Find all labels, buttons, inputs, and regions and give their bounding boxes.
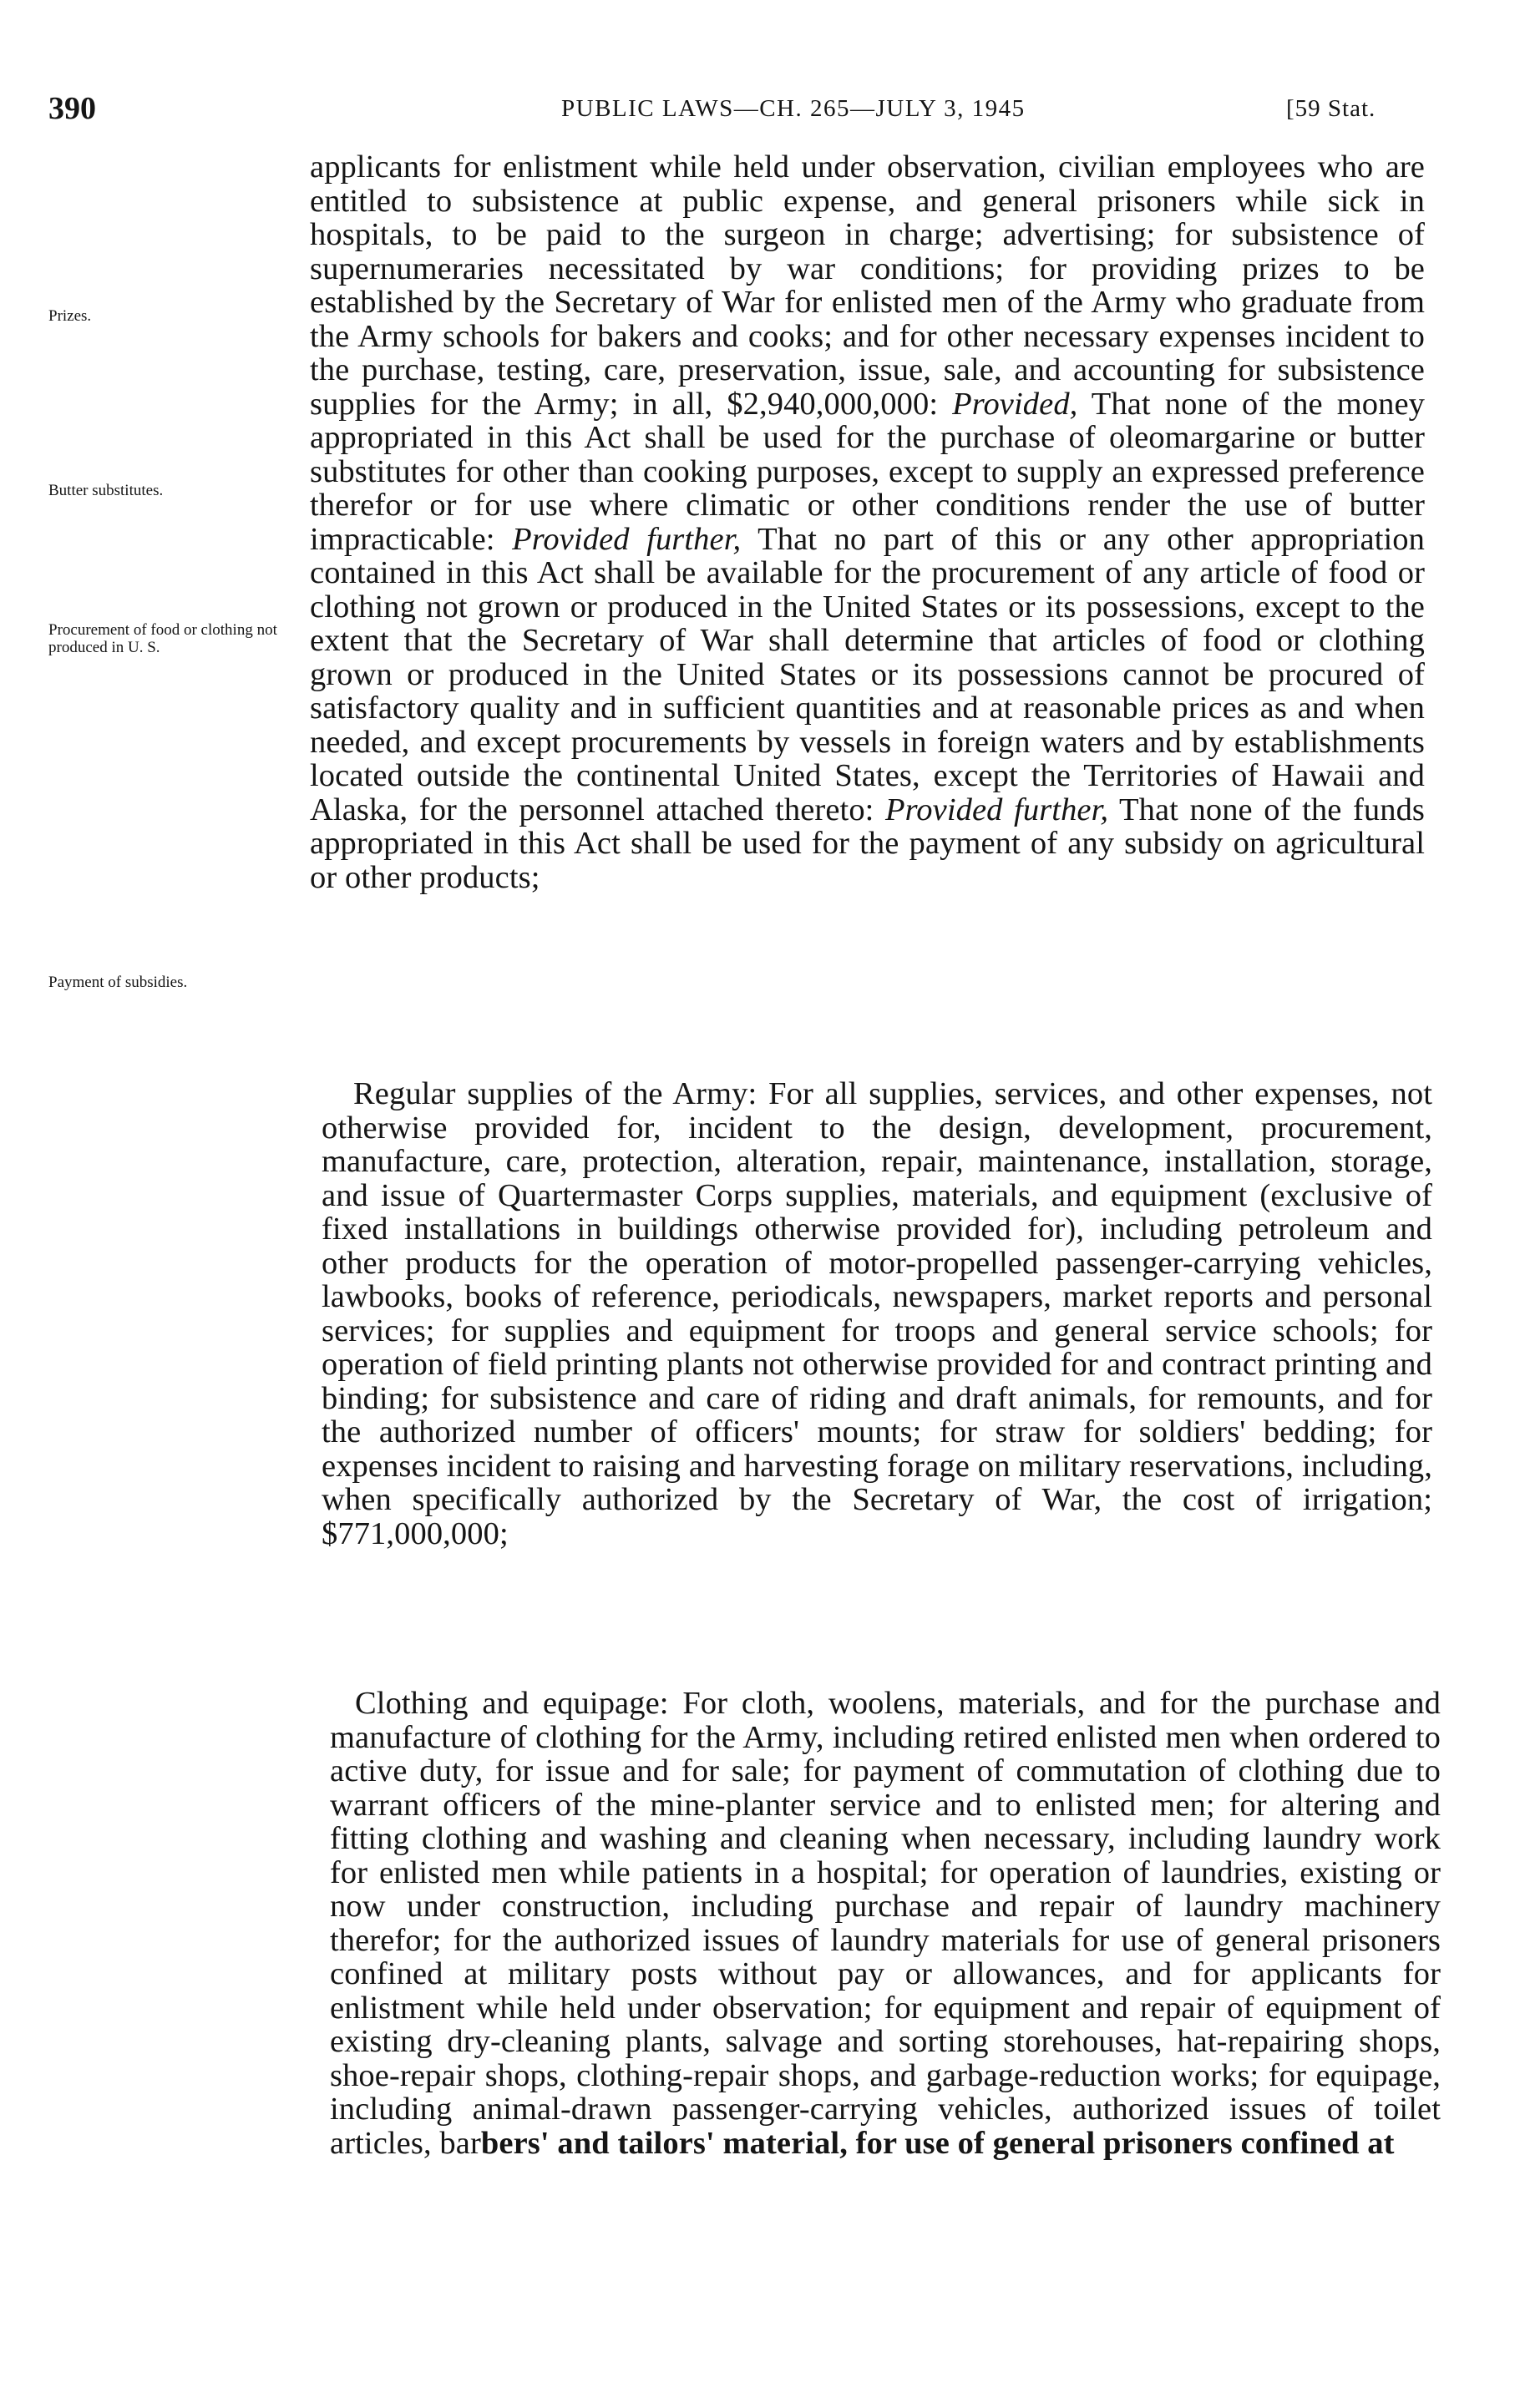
p1-proviso-2: Provided further, [512, 521, 742, 557]
paragraph-subsistence-continued [310, 150, 1425, 894]
statute-citation: [59 Stat. [1286, 95, 1376, 122]
p3-text-b: bers' and tailors' material, for use of general prisoners confined at [480, 2125, 1395, 2161]
margin-note-butter-substitutes: Butter substitutes. [48, 482, 164, 499]
p1-text-a: applicants for enlistment while held under observation, civilian employees who are entitled to subsistence at public expense, and general prisoners while sick in hospitals, to be paid to the surgeon in charge; advertising; for subsistence of supernumeraries necessitated by war conditions; for providing prizes to be established by the Secretary of War for enlisted men of the Army who graduate from the Army schools for bakers and cooks; and for other necessary expenses incident to the purchase, testing, care, preservation, issue, sale, and accounting for subsistence supplies for the Army; in all, $2,940,000,000: [310, 149, 1425, 422]
p1-text-c: That no part of this or any other appropriation contained in this Act shall be available for the procurement of any article of food or clothing not grown or produced in the United States or its possessions, except to the extent that the Secretary of War shall determine that articles of food or clothing grown or produced in the United States or its possessions cannot be procured of satisfactory quality and in sufficient quantities and at reasonable prices as and when needed, and except procurements by vessels in foreign waters and by establishments located outside the continental United States, except the Territories of Hawaii and Alaska, for the personnel attached thereto: [310, 521, 1425, 827]
p3-text-a: Clothing and equipage: For cloth, woolens, materials, and for the purchase and manufacture of clothing for the Army, including retired enlisted men when ordered to active duty, for issue and for sale; for payment of commutation of clothing due to warrant officers of the mine-planter service and to enlisted men; for altering and fitting clothing and washing and cleaning when necessary, including laundry work for enlisted men while patients in a hospital; for operation of laundries, existing or now under construction, including purchase and repair of laundry machinery therefor; for the authorized issues of laundry materials for use of general prisoners confined at military posts without pay or allowances, and for applicants for enlistment while held under observation; for equipment and repair of equipment of existing dry-cleaning plants, salvage and sorting storehouses, hat-repairing shops, shoe-repair shops, clothing-repair shops, and garbage-reduction works; for equipage, including animal-drawn passenger-carrying vehicles, authorized issues of toilet articles, bar [330, 1686, 1441, 2161]
p1-text-b: That none of the money appropriated in this Act shall be used for the purchase of oleomargarine or butter substitutes for other than cooking purposes, except to supply an expressed preference therefor or for use where climatic or other conditions render the use of butter impracticable: [310, 386, 1425, 557]
running-head: PUBLIC LAWS—CH. 265—JULY 3, 1945 [561, 95, 1026, 122]
paragraph-clothing-and-equipage [330, 1687, 1441, 2160]
margin-note-payment-of-subsidies: Payment of subsidies. [48, 974, 188, 991]
p1-proviso-3: Provided further, [885, 792, 1109, 827]
paragraph-regular-supplies: Regular supplies of the Army: For all supplies, services, and other expenses, not otherwise provided for, incident to the design, development, procurement, manufacture, care, protection, alteration, repair, maintenance, installation, storage, and issue of Quartermaster Corps supplies, materials, and equipment (exclusive of fixed installations in buildings otherwise provided for), including petroleum and other products for the operation of motor-propelled passenger-carrying vehicles, lawbooks, books of reference, periodicals, newspapers, market reports and personal services; for supplies and equipment for troops and general service schools; for operation of field printing plants not otherwise provided for and contract printing and binding; for subsistence and care of riding and draft animals, for remounts, and for the authorized number of officers' mounts; for straw for soldiers' bedding; for expenses incident to raising and harvesting forage on military reservations, including, when specifically authorized by the Secretary of War, the cost of irrigation; $771,000,000; [322, 1076, 1432, 1551]
p1-text-d: That none of the funds appropriated in this Act shall be used for the payment of any subsidy on agricultural or other products; [310, 792, 1426, 895]
margin-note-procurement: Procurement of food or clothing not produced in U. S. [48, 621, 277, 656]
margin-note-prizes: Prizes. [48, 307, 92, 325]
page-number: 390 [48, 91, 96, 126]
p1-proviso-1: Provided, [952, 386, 1078, 422]
